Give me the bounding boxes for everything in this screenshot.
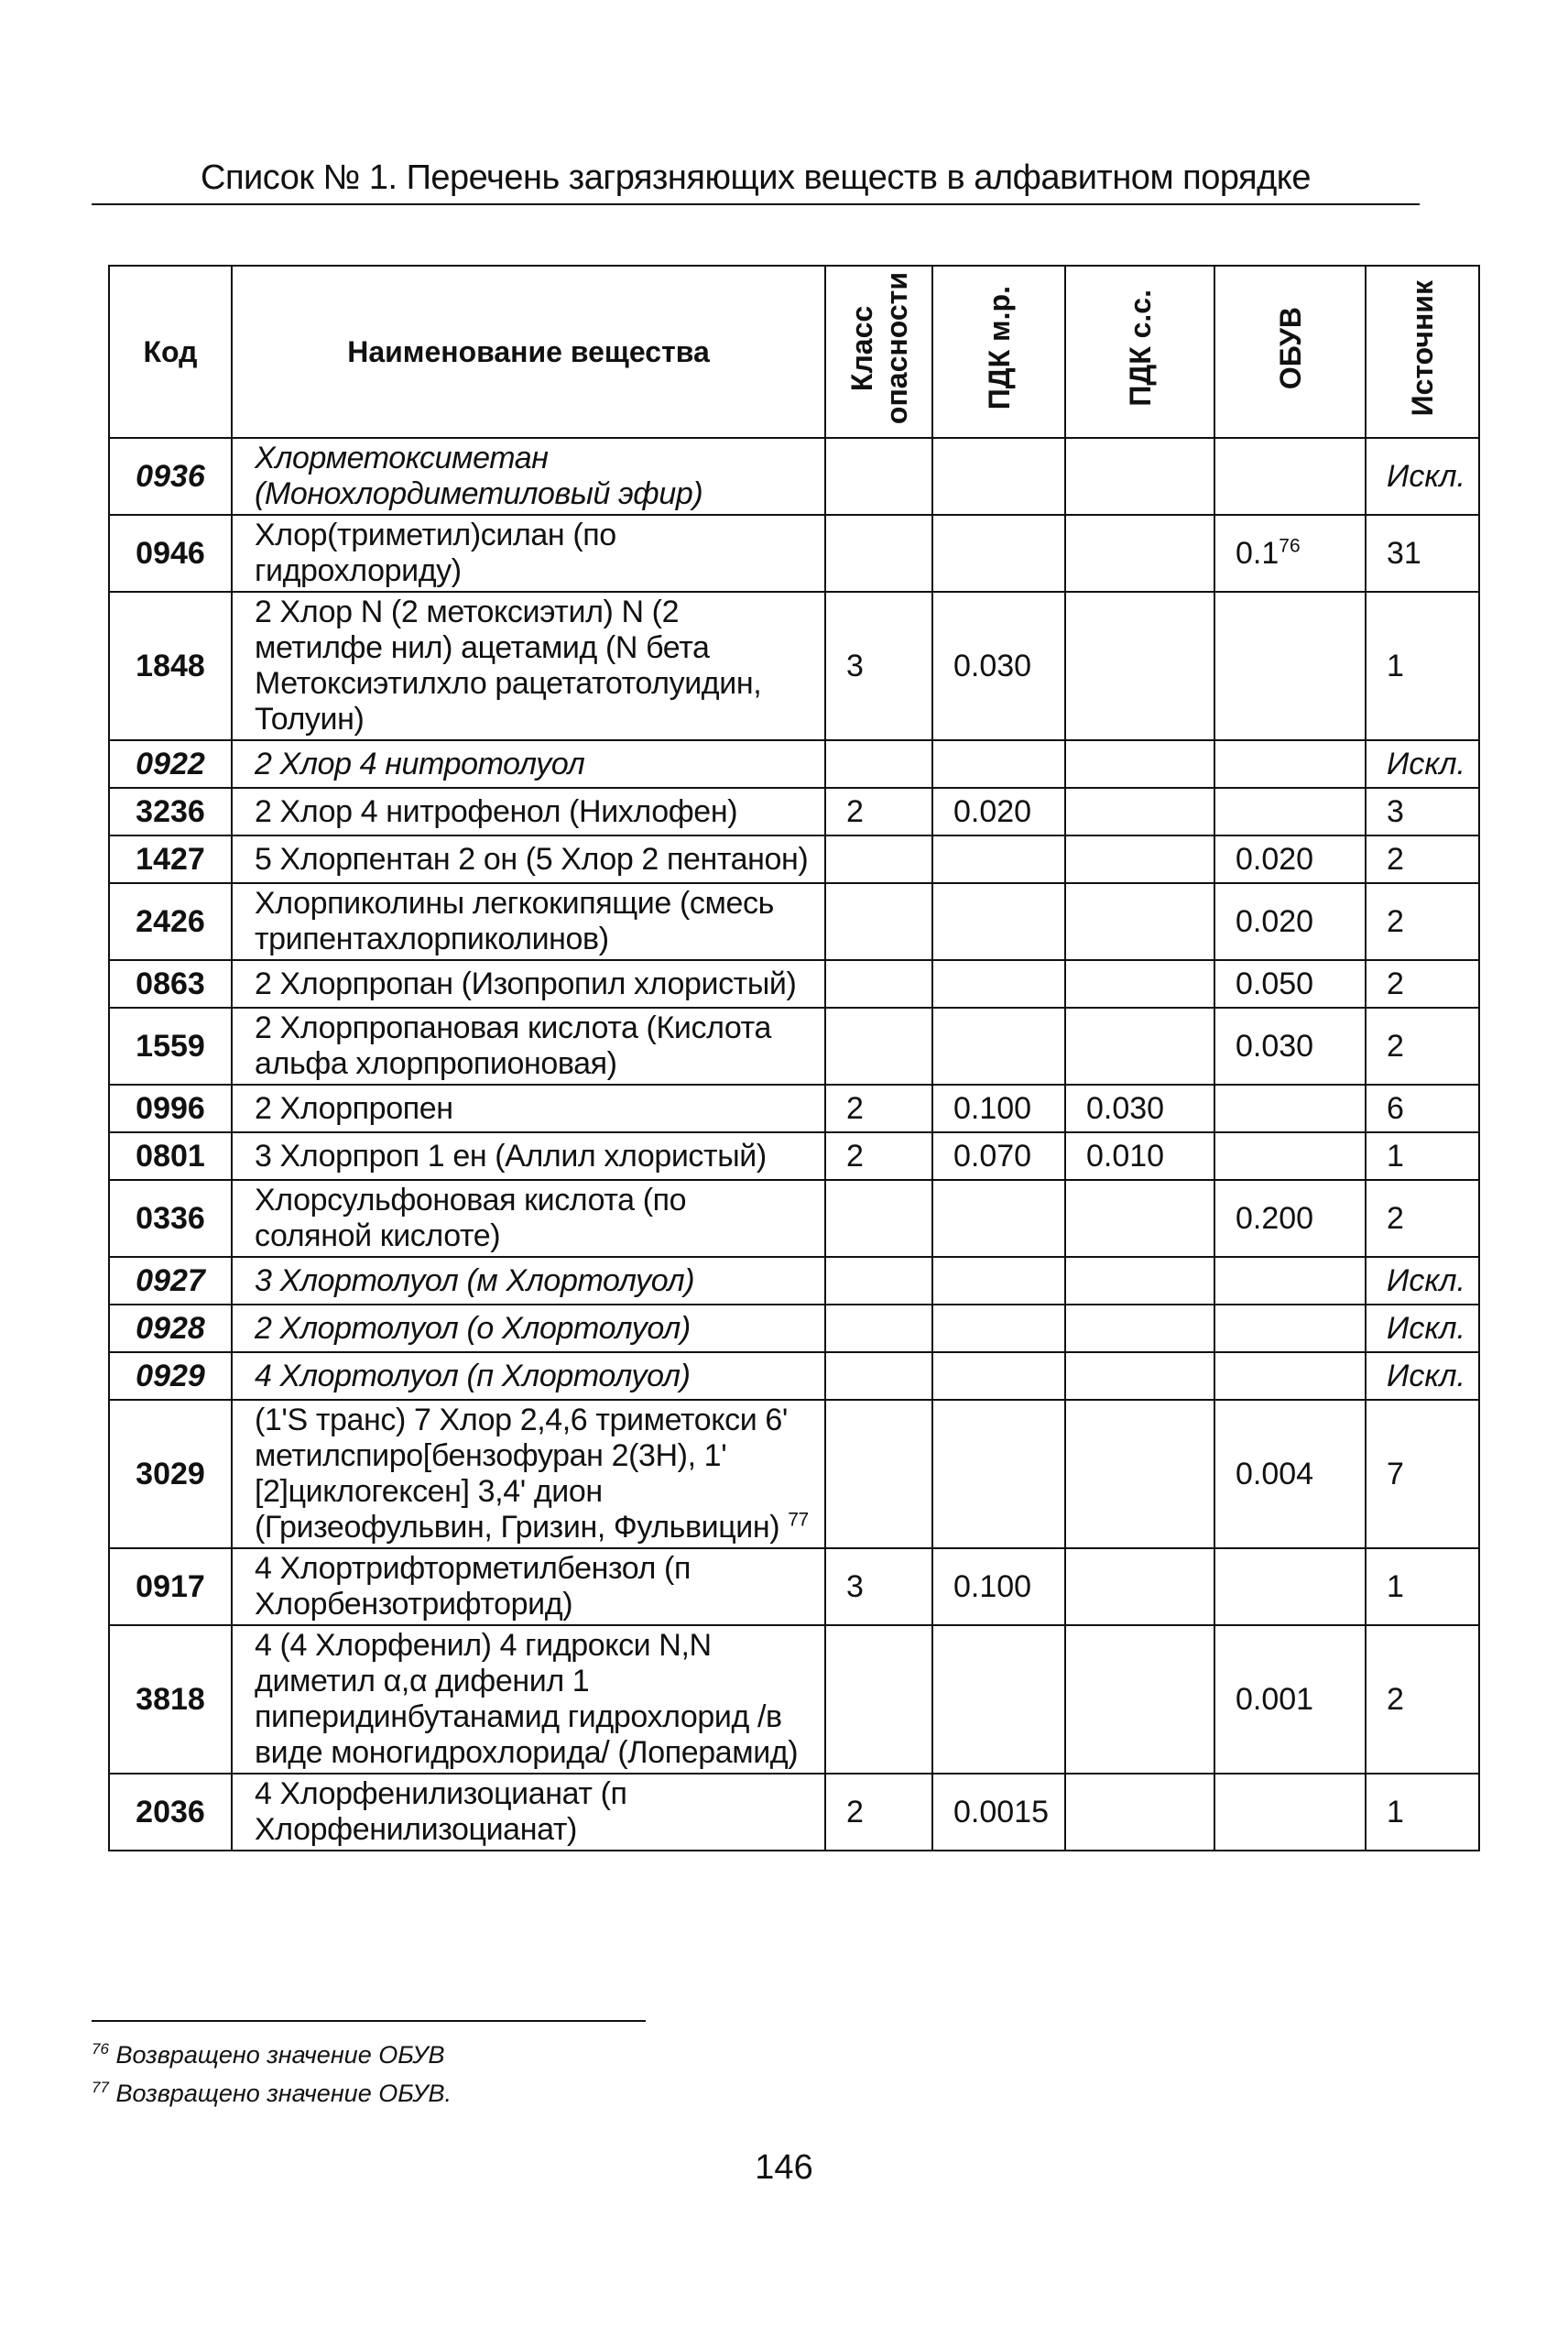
cell-name [232, 1180, 825, 1257]
cell-code: 2036 [109, 1774, 232, 1851]
table-row [109, 1400, 1479, 1548]
cell-hazard-class: 2 [825, 788, 932, 835]
cell-pdk-mr [932, 1008, 1065, 1085]
cell-name-text: Хлорпиколины легкокипящие (смесь трипентахлорпиколинов) [255, 886, 774, 956]
cell-code: 0863 [109, 960, 232, 1008]
cell-source: 2 [1366, 1008, 1479, 1085]
header-pdk-mr [932, 266, 1065, 438]
cell-source: 31 [1366, 515, 1479, 592]
cell-name-text: 2 Хлор 4 нитротолуол [255, 746, 585, 781]
cell-pdk-ss [1065, 1625, 1214, 1774]
cell-pdk-ss [1065, 883, 1214, 960]
cell-pdk-ss: 0.010 [1065, 1132, 1214, 1180]
cell-pdk-mr: 0.020 [932, 788, 1065, 835]
cell-code: 0927 [109, 1257, 232, 1305]
cell-pdk-ss [1065, 515, 1214, 592]
cell-pdk-mr [932, 883, 1065, 960]
cell-source: Искл. [1366, 438, 1479, 515]
table-row [109, 1548, 1479, 1625]
table-row [109, 1008, 1479, 1085]
cell-pdk-mr: 0.100 [932, 1548, 1065, 1625]
cell-pdk-ss [1065, 592, 1214, 740]
cell-hazard-class: 2 [825, 1132, 932, 1180]
cell-hazard-class [825, 1625, 932, 1774]
cell-pdk-ss [1065, 960, 1214, 1008]
cell-name [232, 515, 825, 592]
footnote [92, 2036, 452, 2074]
cell-hazard-class [825, 1352, 932, 1400]
cell-source: 3 [1366, 788, 1479, 835]
cell-source: Искл. [1366, 1352, 1479, 1400]
footnote-mark: 76 [92, 2040, 109, 2058]
cell-code: 0936 [109, 438, 232, 515]
cell-obuv-value: 0.200 [1236, 1200, 1314, 1236]
cell-pdk-ss [1065, 1180, 1214, 1257]
table-row [109, 1085, 1479, 1132]
cell-pdk-mr [932, 1625, 1065, 1774]
cell-pdk-ss [1065, 1400, 1214, 1548]
cell-hazard-class [825, 1305, 932, 1352]
cell-pdk-mr: 0.030 [932, 592, 1065, 740]
cell-name-text: 4 Хлорфенилизоцианат (п Хлорфенилизоцианат) [255, 1776, 627, 1847]
table-row [109, 1180, 1479, 1257]
cell-source: 1 [1366, 592, 1479, 740]
header-code: Код [109, 266, 232, 438]
cell-source: 1 [1366, 1774, 1479, 1851]
cell-pdk-mr [932, 1352, 1065, 1400]
table-row [109, 592, 1479, 740]
cell-pdk-ss [1065, 438, 1214, 515]
cell-obuv-value: 0.1 [1236, 535, 1279, 571]
cell-code: 0336 [109, 1180, 232, 1257]
cell-name [232, 1625, 825, 1774]
cell-name-text: 2 Хлорпропановая кислота (Кислота альфа хлорпропионовая) [255, 1010, 771, 1081]
cell-name-text: 4 (4 Хлорфенил) 4 гидрокси N,N диметил α,α дифенил 1 пиперидинбутанамид гидрохлорид /в виде моногидрохлорида/ (Лоперамид) [255, 1628, 799, 1770]
header-pdk-ss-label: ПДК с.с. [1123, 289, 1157, 407]
cell-name [232, 1132, 825, 1180]
cell-name [232, 1774, 825, 1851]
cell-source: 2 [1366, 883, 1479, 960]
cell-pdk-ss [1065, 1305, 1214, 1352]
table-row [109, 960, 1479, 1008]
cell-pdk-mr: 0.0015 [932, 1774, 1065, 1851]
cell-obuv [1214, 1352, 1366, 1400]
cell-code: 3818 [109, 1625, 232, 1774]
table-row [109, 835, 1479, 883]
cell-pdk-mr [932, 1257, 1065, 1305]
cell-code: 0928 [109, 1305, 232, 1352]
cell-code: 0922 [109, 740, 232, 788]
cell-source: Искл. [1366, 1305, 1479, 1352]
cell-name [232, 1008, 825, 1085]
cell-code: 3236 [109, 788, 232, 835]
cell-code: 2426 [109, 883, 232, 960]
cell-name [232, 1548, 825, 1625]
cell-obuv [1214, 438, 1366, 515]
cell-source: 2 [1366, 835, 1479, 883]
cell-name [232, 1305, 825, 1352]
cell-name-text: 5 Хлорпентан 2 он (5 Хлор 2 пентанон) [255, 841, 809, 877]
cell-obuv-value: 0.050 [1236, 966, 1314, 1001]
cell-pdk-mr [932, 438, 1065, 515]
cell-name [232, 740, 825, 788]
cell-hazard-class [825, 835, 932, 883]
cell-pdk-mr [932, 515, 1065, 592]
cell-pdk-mr: 0.070 [932, 1132, 1065, 1180]
cell-source: 2 [1366, 1180, 1479, 1257]
cell-source: 1 [1366, 1132, 1479, 1180]
cell-obuv [1214, 592, 1366, 740]
header-obuv-label: ОБУВ [1273, 306, 1307, 390]
footnote-ref: 76 [1279, 535, 1301, 557]
cell-name-text: (1'S транс) 7 Хлор 2,4,6 триметокси 6' метилспиро[бензофуран 2(3Н), 1' [2]циклогексен] 3,4' дион (Гризеофульвин, Гризин, Фульвицин) [255, 1403, 788, 1545]
table-row [109, 883, 1479, 960]
cell-name-text: 2 Хлорпропан (Изопропил хлористый) [255, 966, 797, 1001]
page-title: Список № 1. Перечень загрязняющих веществ в алфавитном порядке [201, 158, 1311, 197]
cell-hazard-class [825, 1400, 932, 1548]
cell-hazard-class [825, 515, 932, 592]
cell-code: 1427 [109, 835, 232, 883]
cell-hazard-class [825, 883, 932, 960]
cell-obuv [1214, 1132, 1366, 1180]
cell-code: 0996 [109, 1085, 232, 1132]
footnote-ref: 77 [788, 1509, 809, 1531]
cell-pdk-mr [932, 1400, 1065, 1548]
cell-obuv [1214, 1008, 1366, 1085]
cell-hazard-class [825, 1008, 932, 1085]
header-pdk-ss [1065, 266, 1214, 438]
table-row [109, 438, 1479, 515]
cell-obuv-value: 0.020 [1236, 903, 1314, 939]
cell-pdk-ss: 0.030 [1065, 1085, 1214, 1132]
cell-hazard-class [825, 1257, 932, 1305]
cell-code: 0929 [109, 1352, 232, 1400]
cell-hazard-class [825, 438, 932, 515]
table-row [109, 1305, 1479, 1352]
footnote [92, 2074, 452, 2113]
cell-source: 2 [1366, 1625, 1479, 1774]
cell-obuv [1214, 1180, 1366, 1257]
cell-source: 7 [1366, 1400, 1479, 1548]
cell-obuv [1214, 1548, 1366, 1625]
cell-obuv [1214, 1774, 1366, 1851]
cell-hazard-class: 3 [825, 1548, 932, 1625]
cell-code: 0801 [109, 1132, 232, 1180]
cell-hazard-class [825, 740, 932, 788]
cell-obuv [1214, 515, 1366, 592]
substances-table [108, 265, 1480, 1851]
cell-code: 0917 [109, 1548, 232, 1625]
cell-code: 1559 [109, 1008, 232, 1085]
cell-name-text: 2 Хлорпропен [255, 1090, 453, 1126]
table-row [109, 1257, 1479, 1305]
cell-pdk-ss [1065, 1008, 1214, 1085]
cell-code: 3029 [109, 1400, 232, 1548]
cell-obuv [1214, 1400, 1366, 1548]
footnotes [92, 2036, 452, 2113]
table-header-row [109, 266, 1479, 438]
cell-hazard-class: 2 [825, 1085, 932, 1132]
cell-name-text: Хлор(триметил)силан (по гидрохлориду) [255, 518, 616, 588]
cell-code: 1848 [109, 592, 232, 740]
cell-name [232, 592, 825, 740]
header-pdk-mr-label: ПДК м.р. [982, 286, 1016, 410]
title-rule [92, 203, 1420, 205]
table-row [109, 1625, 1479, 1774]
header-name: Наименование вещества [232, 266, 825, 438]
cell-pdk-mr [932, 740, 1065, 788]
cell-obuv [1214, 1305, 1366, 1352]
cell-obuv [1214, 1257, 1366, 1305]
cell-pdk-mr [932, 960, 1065, 1008]
cell-source: 6 [1366, 1085, 1479, 1132]
cell-name [232, 835, 825, 883]
cell-hazard-class [825, 960, 932, 1008]
cell-name-text: 4 Хлортрифторметилбензол (п Хлорбензотрифторид) [255, 1551, 691, 1622]
cell-name-text: 4 Хлортолуол (п Хлортолуол) [255, 1358, 691, 1393]
cell-pdk-mr: 0.100 [932, 1085, 1065, 1132]
header-source [1366, 266, 1479, 438]
cell-pdk-ss [1065, 1257, 1214, 1305]
cell-name-text: Хлорметоксиметан (Монохлордиметиловый эфир) [255, 441, 703, 511]
cell-obuv-value: 0.001 [1236, 1681, 1314, 1717]
cell-name-text: 3 Хлорпроп 1 ен (Аллил хлористый) [255, 1138, 767, 1174]
cell-pdk-ss [1065, 1352, 1214, 1400]
footnote-text: Возвращено значение ОБУВ [115, 2041, 445, 2069]
table-row [109, 1132, 1479, 1180]
cell-source: 1 [1366, 1548, 1479, 1625]
cell-pdk-ss [1065, 835, 1214, 883]
page-number: 146 [755, 2148, 813, 2187]
cell-obuv [1214, 1085, 1366, 1132]
cell-obuv [1214, 1625, 1366, 1774]
table-row [109, 1774, 1479, 1851]
cell-pdk-mr [932, 835, 1065, 883]
cell-name-text: 3 Хлортолуол (м Хлортолуол) [255, 1262, 695, 1298]
cell-pdk-ss [1065, 1548, 1214, 1625]
footnote-text: Возвращено значение ОБУВ. [115, 2080, 452, 2107]
cell-name-text: Хлорсульфоновая кислота (по соляной кислоте) [255, 1183, 687, 1253]
header-obuv [1214, 266, 1366, 438]
cell-pdk-ss [1065, 740, 1214, 788]
cell-name [232, 1400, 825, 1548]
table-body [109, 438, 1479, 1851]
cell-name-text: 2 Хлортолуол (о Хлортолуол) [255, 1310, 691, 1346]
cell-obuv [1214, 835, 1366, 883]
footnote-mark: 77 [92, 2079, 109, 2096]
cell-obuv-value: 0.030 [1236, 1028, 1314, 1064]
cell-obuv-value: 0.004 [1236, 1456, 1314, 1491]
cell-name [232, 960, 825, 1008]
header-hazard-class [825, 266, 932, 438]
cell-source: Искл. [1366, 740, 1479, 788]
header-source-label: Источник [1406, 279, 1439, 417]
cell-pdk-mr [932, 1180, 1065, 1257]
cell-name [232, 1085, 825, 1132]
cell-obuv [1214, 740, 1366, 788]
cell-source: 2 [1366, 960, 1479, 1008]
cell-code: 0946 [109, 515, 232, 592]
cell-pdk-mr [932, 1305, 1065, 1352]
table-row [109, 515, 1479, 592]
cell-name [232, 883, 825, 960]
cell-name [232, 788, 825, 835]
cell-hazard-class: 2 [825, 1774, 932, 1851]
cell-name [232, 438, 825, 515]
footnote-rule [92, 2020, 646, 2022]
cell-name [232, 1257, 825, 1305]
cell-source: Искл. [1366, 1257, 1479, 1305]
table-row [109, 1352, 1479, 1400]
cell-pdk-ss [1065, 788, 1214, 835]
cell-pdk-ss [1065, 1774, 1214, 1851]
cell-name [232, 1352, 825, 1400]
cell-hazard-class: 3 [825, 592, 932, 740]
cell-obuv [1214, 788, 1366, 835]
header-hazard-class-label: Класс опасности [844, 271, 913, 425]
table-row [109, 740, 1479, 788]
table-row [109, 788, 1479, 835]
cell-hazard-class [825, 1180, 932, 1257]
cell-name-text: 2 Хлор 4 нитрофенол (Нихлофен) [255, 793, 738, 829]
cell-name-text: 2 Хлор N (2 метоксиэтил) N (2 метилфе нил) ацетамид (N бета Метоксиэтилхло рацетатотолуидин, Толуин) [255, 595, 762, 737]
cell-obuv [1214, 883, 1366, 960]
cell-obuv-value: 0.020 [1236, 841, 1314, 877]
cell-obuv [1214, 960, 1366, 1008]
